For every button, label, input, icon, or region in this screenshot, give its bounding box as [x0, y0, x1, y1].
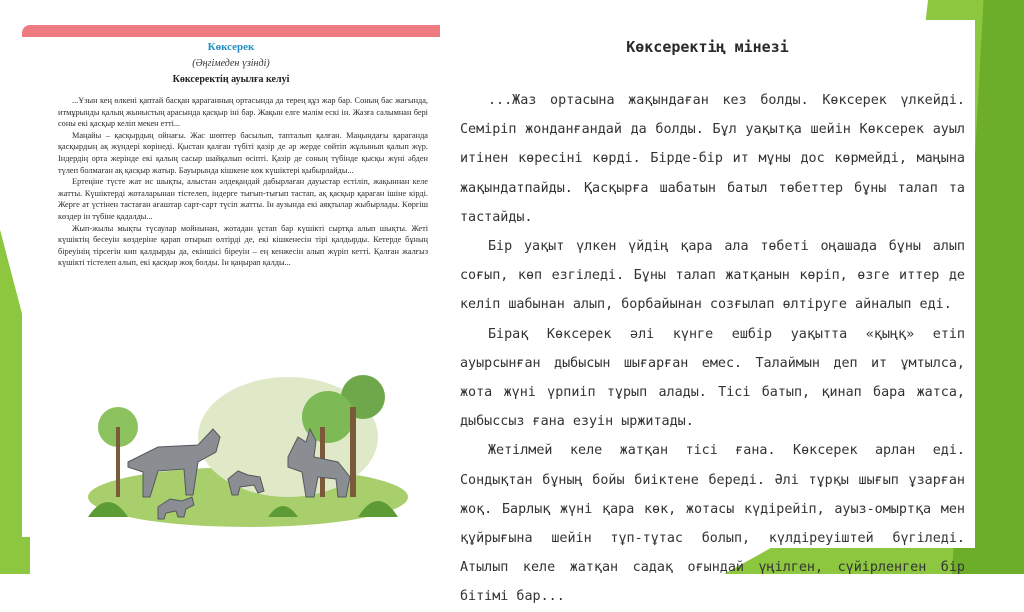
left-page-scan — [22, 37, 440, 537]
left-page-heading: Көксеректің ауылға келуі — [172, 74, 290, 85]
paragraph: Жетілмей келе жатқан тісі ғана. Көксерек арлан еді. Сондықтан бұның бойы биіктене береді. Әлі тұрқы шығып ұзарған жоқ. Барлық жүні қара көк, жотасы күдірейіп, ауыз-омыртқа мен құйрығына шейін тұп-тұтас болып, күлдіреуіштей бүгіледі. Атылып келе жатқан садақ оғындай үңілген, сүйірленген бір бітімі бар... — [460, 443, 965, 605]
wolves-illustration — [88, 367, 408, 527]
left-page-text — [58, 95, 428, 269]
paragraph: ...Ұзын кең өлкені қаптай басқан қараганның ортасында да терең құз жар бар. Соның бас жағында, итмұрынды қалың жыныстың арасында қасқыр іні бар. Жақын елге мәлім ескі ін. Жазға салымнан бері соны екі қасқыр келіп мекен етті... — [58, 96, 428, 129]
paragraph: Ертеңіне түсте жат ис шықты, алыстан әлдеқандай дабырлаған дауыстар естіліп, жақыннан келе жатты. Күшіктерді жоталарынан тістелеп, індерге тығып-тығып тастап, ақ қасқыр қараган ішіне кірді. Жерге ат үстінен тастаған ағаштар сарт-сарт түсіп жатты. Ін аузында екі аяқтылар жыбырлады. Көргіш көздер ін түбіне қадалды... — [58, 177, 428, 221]
paragraph: ...Жаз ортасына жақындаған кез болды. Көксерек үлкейді. Семіріп жонданғандай да болды. Бұл уақытқа шейін Көксерек ауыл итінен көресіні көрді. Бірде-бір ит мұны дос көрмейді, маңына жақындатпайды. Қасқырға шабатын батыл төбеттер бұны талап та тастайды. — [460, 93, 965, 225]
paragraph: Бір уақыт үлкен үйдің қара ала төбеті оңашада бұны алып соғып, көп езгіледі. Бұны талап жатқанын көріп, өзге иттер де келіп шабынан алып, борбайынан созғылап өлтіруге айналып еді. — [460, 239, 965, 313]
paragraph: Маңайы – қасқырдың ойнағы. Жас шөптер басылып, тапталып қалған. Маңындағы қараганда қасқырдың ақ жүндері көрінеді. Қыстан қалған түбіті қазір де әр жерде сөйтіп жұлынып қалып жүр. Індердің орта жерінде екі қалың сасыр шайқалып өсіпті. Қазір де соның түбінде қысқы жүні әбден түлеп болмаған ақ қасқыр жатыр. Бауырында кішкене көк күшіктері қыбырлайды... — [58, 130, 428, 175]
paragraph: Жып-жылы мықты түсаулар мойнынан, жотадан ұстап бар күшікті сыртқа алып шықты. Жеті күшіктің бесеуін көздеріне қарап отырып өлтірді де, екі кішкенесін тірі қалдырды. Кетерде бұның біреуінің тірсегін кип қалдырды да, екіншісі біреуін – ең кенжесін алып жүріп кетті. Қалған жалғыз күшікті тістелеп алып, екі қасқыр жоқ болды. Ін қаңырап қалды... — [58, 223, 428, 268]
left-page-subtitle: (Әңгімеден үзінді) — [192, 58, 270, 69]
left-page-title: Көксерек — [207, 41, 255, 53]
right-page-title: Көксеректің мінезі — [626, 38, 789, 56]
right-page-text — [460, 86, 965, 612]
right-page-scan — [440, 20, 975, 605]
paragraph: Бірақ Көксерек әлі күнге ешбір уақытта «қыңқ» етіп ауырсынған дыбысын шығарған емес. Талаймын деп ит ұмтылса, жота жүні үрпиіп тұрып алады. Тісі батып, қинап бара жатса, дыбыссыз ғана езуін ыржитады. — [460, 326, 965, 430]
pink-header-bar — [22, 25, 440, 37]
